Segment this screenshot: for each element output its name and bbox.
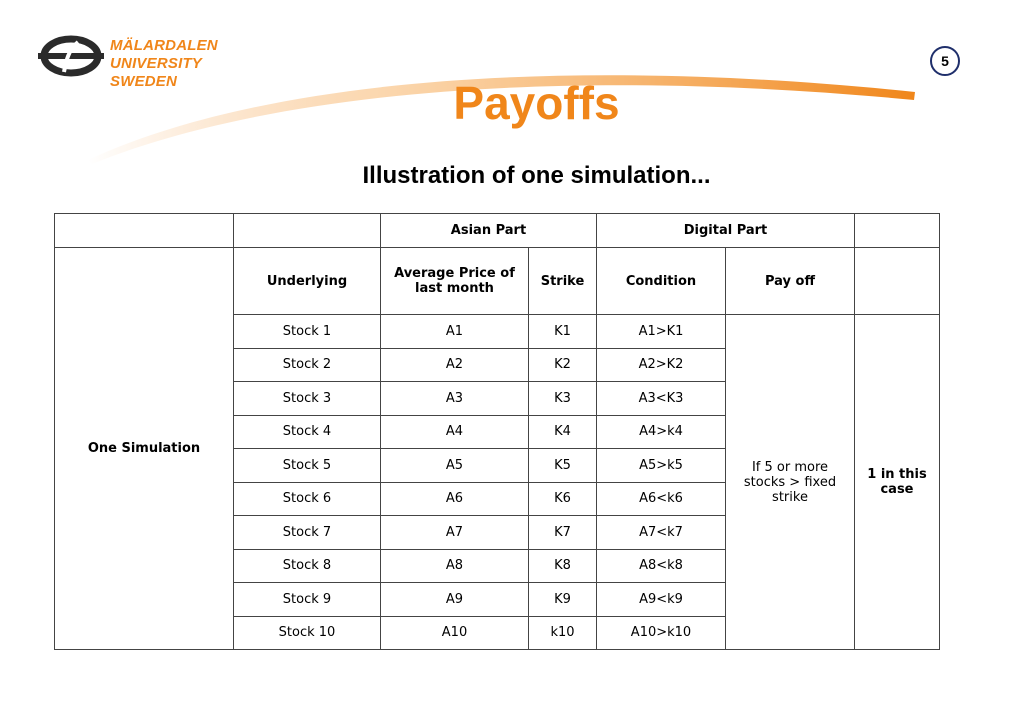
condition-cell: A2>K2 (597, 348, 726, 382)
strike-cell: K3 (529, 382, 597, 416)
strike-cell: K2 (529, 348, 597, 382)
result-cell: 1 in this case (855, 315, 940, 650)
strike-cell: K9 (529, 583, 597, 617)
strike-cell: k10 (529, 616, 597, 650)
strike-header: Strike (529, 248, 597, 315)
payoff-table (54, 213, 940, 650)
empty-cell (234, 214, 381, 248)
digital-part-header: Digital Part (597, 214, 855, 248)
avg-cell: A2 (381, 348, 529, 382)
strike-cell: K6 (529, 482, 597, 516)
empty-cell (55, 214, 234, 248)
average-price-header: Average Price of last month (381, 248, 529, 315)
condition-cell: A5>k5 (597, 449, 726, 483)
column-header-row (55, 248, 940, 315)
university-emblem-icon (38, 34, 104, 78)
one-simulation-label: One Simulation (55, 248, 234, 650)
logo-line-1: MÄLARDALEN UNIVERSITY (110, 37, 218, 72)
strike-cell: K4 (529, 415, 597, 449)
stock-cell: Stock 10 (234, 616, 381, 650)
stock-cell: Stock 7 (234, 516, 381, 550)
strike-cell: K7 (529, 516, 597, 550)
avg-cell: A8 (381, 549, 529, 583)
avg-cell: A5 (381, 449, 529, 483)
avg-cell: A3 (381, 382, 529, 416)
empty-cell (855, 248, 940, 315)
condition-cell: A6<k6 (597, 482, 726, 516)
stock-cell: Stock 8 (234, 549, 381, 583)
underlying-header: Underlying (234, 248, 381, 315)
condition-cell: A9<k9 (597, 583, 726, 617)
group-header-row (55, 214, 940, 248)
avg-cell: A1 (381, 315, 529, 349)
logo-line-2: SWEDEN (110, 73, 178, 90)
condition-cell: A1>K1 (597, 315, 726, 349)
stock-cell: Stock 2 (234, 348, 381, 382)
condition-cell: A10>k10 (597, 616, 726, 650)
avg-cell: A10 (381, 616, 529, 650)
stock-cell: Stock 5 (234, 449, 381, 483)
page-number-badge: 5 (930, 46, 960, 76)
strike-cell: K1 (529, 315, 597, 349)
condition-cell: A7<k7 (597, 516, 726, 550)
avg-cell: A4 (381, 415, 529, 449)
strike-cell: K5 (529, 449, 597, 483)
condition-header: Condition (597, 248, 726, 315)
stock-cell: Stock 4 (234, 415, 381, 449)
avg-cell: A7 (381, 516, 529, 550)
payoff-header: Pay off (726, 248, 855, 315)
page-subtitle: Illustration of one simulation... (362, 162, 711, 189)
avg-cell: A6 (381, 482, 529, 516)
stock-cell: Stock 1 (234, 315, 381, 349)
condition-cell: A8<k8 (597, 549, 726, 583)
avg-cell: A9 (381, 583, 529, 617)
condition-cell: A4>k4 (597, 415, 726, 449)
stock-cell: Stock 6 (234, 482, 381, 516)
stock-cell: Stock 9 (234, 583, 381, 617)
asian-part-header: Asian Part (381, 214, 597, 248)
page-title: Payoffs (453, 77, 620, 129)
condition-cell: A3<K3 (597, 382, 726, 416)
university-logo (38, 34, 288, 90)
strike-cell: K8 (529, 549, 597, 583)
empty-cell (855, 214, 940, 248)
payoff-rule-cell: If 5 or more stocks > fixed strike (726, 315, 855, 650)
stock-cell: Stock 3 (234, 382, 381, 416)
